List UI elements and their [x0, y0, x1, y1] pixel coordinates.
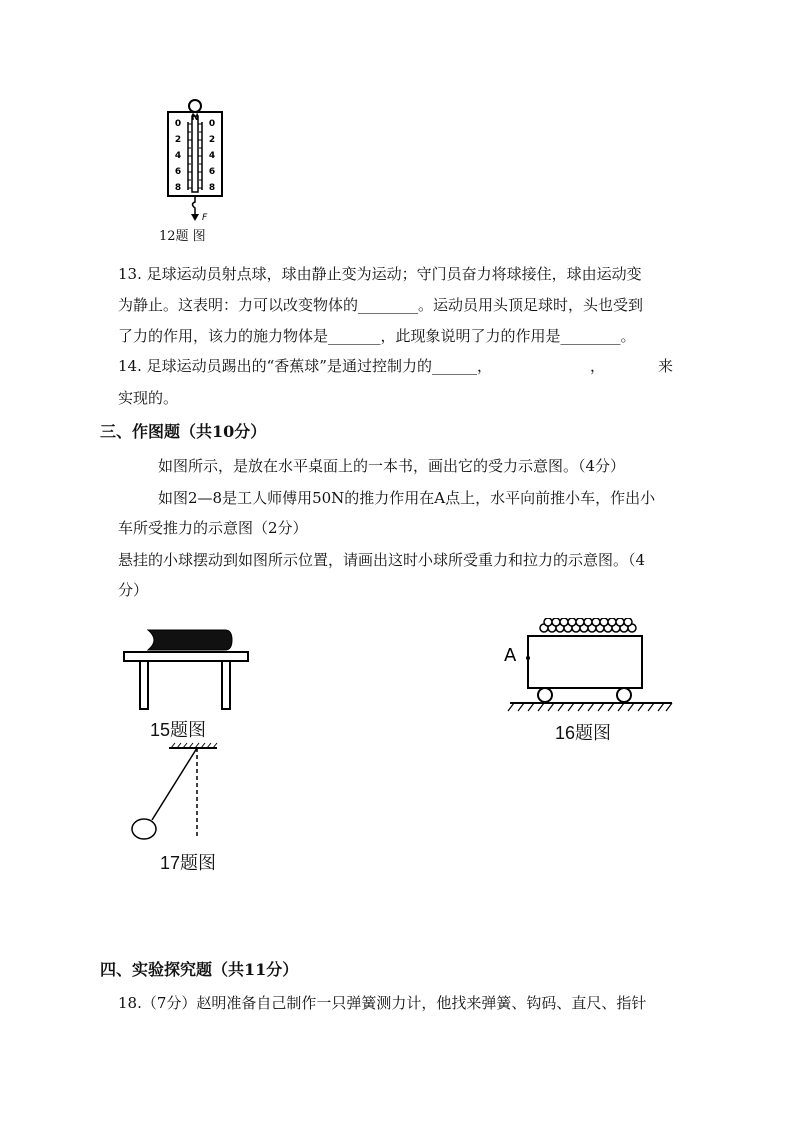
fig16-caption: 16题图 — [555, 723, 612, 743]
scale-left-8: 8 — [174, 183, 182, 193]
q16-text-line2: 车所受推力的示意图（2分） — [118, 519, 308, 537]
fig16-cart — [500, 618, 680, 718]
cart-wheel-left — [538, 688, 552, 702]
section3-heading: 三、作图题（共10分） — [100, 422, 267, 441]
q17-text-line1: 悬挂的小球摆动到如图所示位置，请画出这时小球所受重力和拉力的示意图。（4 — [118, 551, 646, 569]
q14-line1-part2: ， — [590, 357, 606, 375]
q13-line3: 了力的作用，该力的施力物体是_______，此现象说明了力的作用是________。 — [118, 327, 636, 345]
table-top — [124, 652, 248, 661]
force-arrow — [191, 214, 199, 221]
fig15-caption: 15题图 — [150, 720, 207, 740]
q14-line1-part1: 14. 足球运动员踢出的“香蕉球”是通过控制力的______， — [118, 357, 492, 375]
cart-wheel-right — [617, 688, 631, 702]
pendulum-ball — [132, 819, 156, 839]
table-leg-right — [222, 661, 230, 709]
q14-line1-part3: 来 — [658, 357, 674, 375]
q13-line2: 为静止。这表明：力可以改变物体的________。运动员用头顶足球时，头也受到 — [118, 296, 644, 314]
fig17-pendulum — [125, 740, 235, 845]
point-a-dot — [526, 656, 530, 660]
scale-left-2: 2 — [174, 135, 182, 145]
fig12-caption: 12题 图 — [159, 229, 206, 244]
q16-text-line1: 如图2—8是工人师傅用50N的推力作用在A点上，水平向前推小车，作出小 — [158, 489, 656, 507]
table-leg-left — [140, 661, 148, 709]
scale-right-6: 6 — [208, 167, 216, 177]
q18-text: 18.（7分）赵明准备自己制作一只弹簧测力计，他找来弹簧、钩码、直尺、指针 — [118, 994, 647, 1012]
cart-body — [528, 636, 642, 688]
scale-left-6: 6 — [174, 167, 182, 177]
scale-left-0: 0 — [174, 119, 182, 129]
q13-line1: 13. 足球运动员射点球，球由静止变为运动；守门员奋力将球接住，球由运动变 — [118, 265, 642, 283]
scale-hook — [193, 196, 196, 216]
scale-unit-label: N — [191, 113, 199, 123]
q15-text: 如图所示，是放在水平桌面上的一本书，画出它的受力示意图。（4分） — [158, 457, 626, 475]
pendulum-string — [152, 748, 197, 820]
q14-line2: 实现的。 — [118, 389, 179, 407]
fig12-spring-scale — [160, 98, 230, 228]
section4-heading: 四、实验探究题（共11分） — [100, 960, 299, 979]
scale-right-8: 8 — [208, 183, 216, 193]
fig17-caption: 17题图 — [160, 853, 217, 873]
scale-top-ring — [189, 100, 201, 112]
force-label: F — [202, 213, 208, 223]
fig15-book-on-table — [120, 625, 255, 715]
cart-point-label: A — [504, 645, 517, 666]
scale-right-2: 2 — [208, 135, 216, 145]
scale-right-4: 4 — [208, 151, 216, 161]
scale-right-0: 0 — [208, 119, 216, 129]
q17-text-line2: 分） — [118, 581, 149, 599]
scale-left-4: 4 — [174, 151, 182, 161]
book-shape — [148, 630, 232, 650]
cart-load — [540, 618, 636, 632]
